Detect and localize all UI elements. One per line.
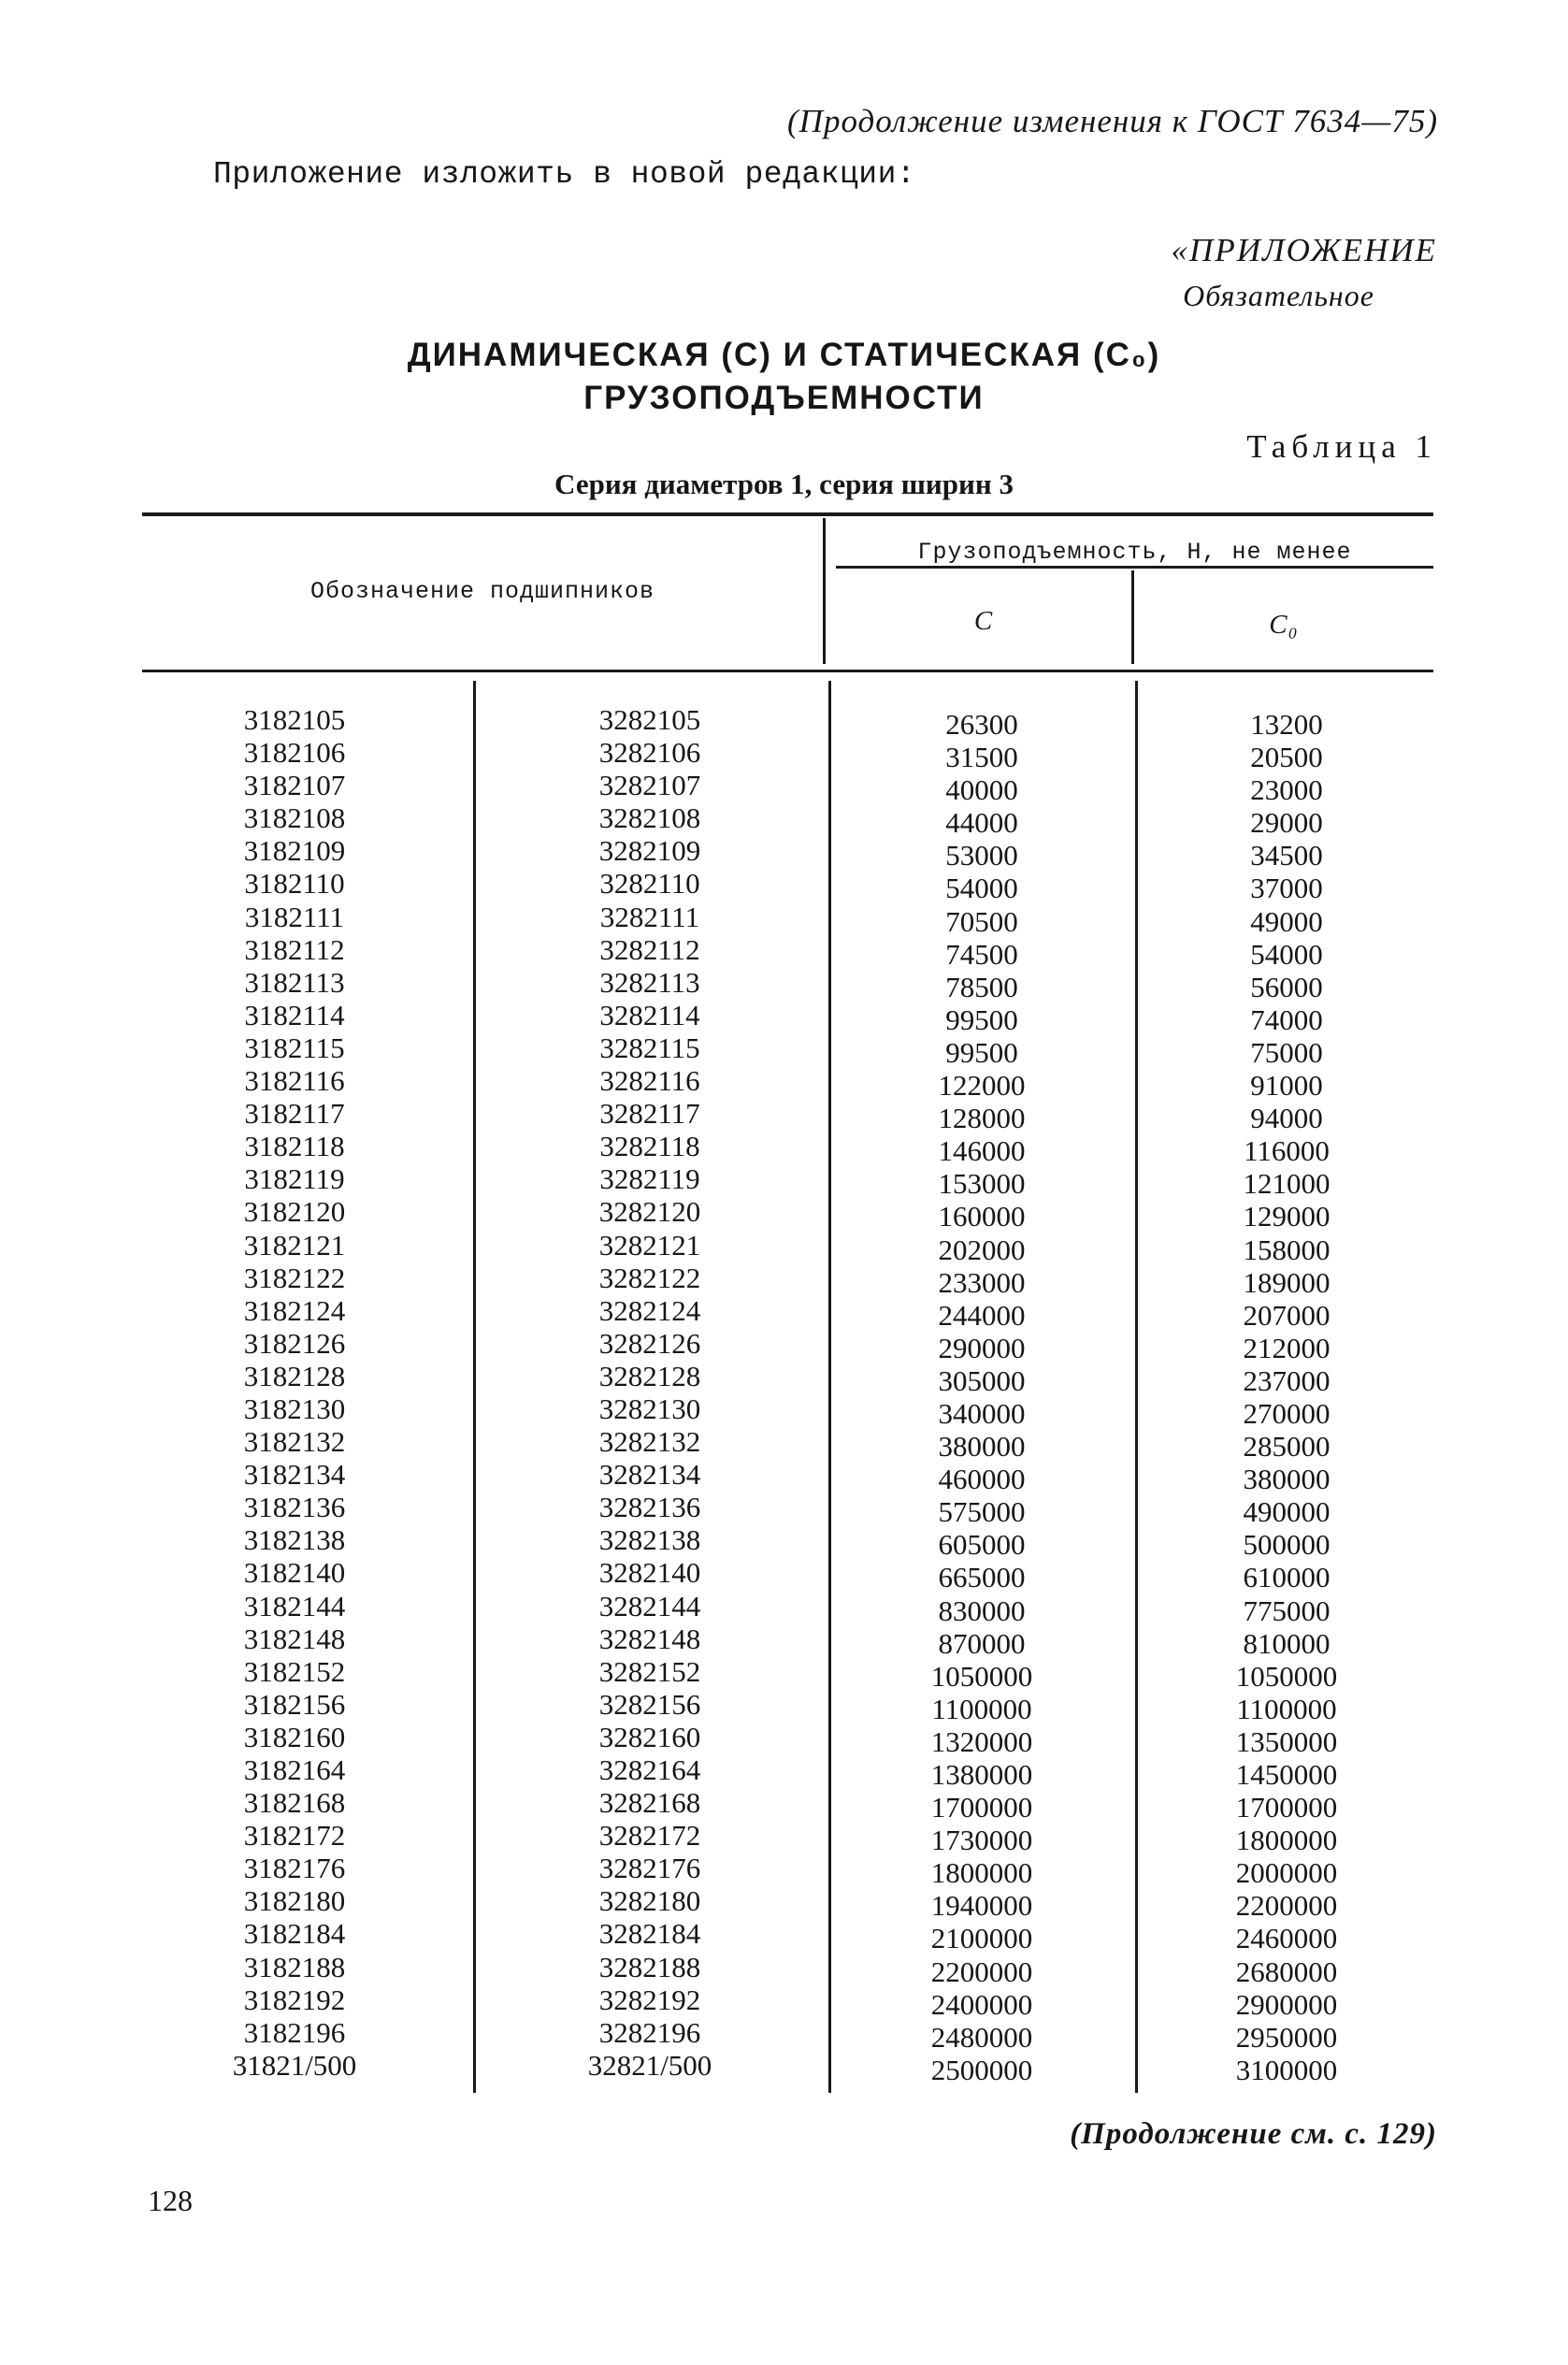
table-cell: 3182112: [244, 932, 345, 966]
table-cell: 2900000: [1235, 1987, 1338, 2021]
table-cell: 3282114: [599, 998, 700, 1031]
table-cell: 158000: [1243, 1233, 1331, 1266]
table-cell: 122000: [938, 1069, 1026, 1103]
table-cell: 290000: [938, 1331, 1026, 1364]
table-cell: 74500: [945, 937, 1018, 971]
table-cell: 3282156: [598, 1687, 701, 1721]
table-cell: 3282130: [598, 1392, 701, 1425]
table-cell: 575000: [938, 1495, 1026, 1529]
table-cell: 20500: [1250, 741, 1323, 774]
table-cell: 2500000: [930, 2053, 1033, 2086]
table-cell: 3100000: [1235, 2053, 1338, 2086]
table-cell: 3282111: [599, 900, 700, 933]
table-cell: 26300: [945, 708, 1018, 741]
table-cell: 3282164: [598, 1753, 701, 1786]
table-cell: 340000: [938, 1396, 1026, 1430]
table-cell: 3282108: [598, 801, 701, 835]
table-cell: 75000: [1250, 1035, 1323, 1069]
intro-text: Приложение изложить в новой редакции:: [213, 157, 916, 192]
table-cell: 3182106: [243, 736, 346, 770]
table-cell: 3282148: [598, 1622, 701, 1655]
table-cell: 3282196: [598, 2015, 701, 2049]
table-cell: 500000: [1243, 1528, 1331, 1562]
continuation-header: (Продолжение изменения к ГОСТ 7634—75): [787, 103, 1438, 139]
table-cell: 3182108: [243, 801, 346, 835]
column-designation-3282: [533, 703, 767, 2082]
table-cell: 870000: [938, 1626, 1026, 1660]
table-cell: 1800000: [930, 1856, 1033, 1890]
table-cell: 3282124: [598, 1293, 701, 1327]
table-cell: 31821/500: [232, 2048, 357, 2082]
table-cell: 1050000: [1235, 1659, 1338, 1693]
table-cell: 3182109: [243, 834, 346, 868]
table-cell: 3282128: [598, 1359, 701, 1392]
table-cell: 3182114: [244, 998, 345, 1031]
table-cell: 121000: [1243, 1167, 1331, 1201]
table-cell: 3182116: [244, 1064, 345, 1098]
table-cell: 3282176: [598, 1852, 701, 1885]
table-cell: 53000: [945, 839, 1018, 872]
header-c: C: [973, 606, 994, 636]
continuation-footer: (Продолжение см. с. 129): [1070, 2117, 1437, 2151]
table-cell: 3282134: [598, 1458, 701, 1492]
table-cell: 3182184: [243, 1917, 346, 1951]
table-cell: 380000: [1243, 1463, 1331, 1496]
table-cell: 160000: [938, 1200, 1026, 1233]
table-cell: 3182122: [243, 1261, 346, 1294]
table-cell: 3282188: [598, 1950, 701, 1983]
header-divider-main: [823, 518, 826, 664]
header-c0: C₀: [1269, 610, 1299, 640]
table-cell: 49000: [1250, 904, 1323, 938]
table-cell: 1730000: [930, 1824, 1033, 1857]
table-cell: 13200: [1250, 708, 1323, 741]
document-title-line-1: ДИНАМИЧЕСКАЯ (С) И СТАТИЧЕСКАЯ (С₀): [407, 337, 1161, 373]
table-cell: 665000: [938, 1561, 1026, 1594]
document-title-line-2: ГРУЗОПОДЪЕМНОСТИ: [583, 380, 985, 416]
table-cell: 3182148: [243, 1622, 346, 1655]
column-designation-3182: [178, 703, 411, 2082]
table-cell: 3282184: [598, 1917, 701, 1951]
header-split-rule: [836, 566, 1433, 569]
table-cell: 3182160: [243, 1720, 346, 1753]
table-cell: 3182117: [244, 1097, 345, 1131]
table-cell: 3182118: [244, 1130, 345, 1163]
table-cell: 3182128: [243, 1359, 346, 1392]
table-cell: 78500: [945, 970, 1018, 1003]
table-cell: 3282105: [598, 703, 701, 736]
table-cell: 1100000: [931, 1692, 1032, 1725]
table-cell: 1450000: [1235, 1758, 1338, 1791]
table-cell: 490000: [1243, 1495, 1331, 1529]
table-cell: 2200000: [1235, 1889, 1338, 1923]
body-divider-3: [1135, 681, 1138, 2093]
table-cell: 2480000: [930, 2020, 1033, 2054]
table-cell: 207000: [1243, 1298, 1331, 1332]
table-cell: 32821/500: [587, 2048, 712, 2082]
table-cell: 189000: [1243, 1265, 1331, 1299]
table-cell: 116000: [1244, 1134, 1330, 1168]
series-caption: Серия диаметров 1, серия ширин 3: [554, 468, 1014, 500]
table-cell: 3282122: [598, 1261, 701, 1294]
table-cell: 2950000: [1235, 2020, 1338, 2054]
table-cell: 56000: [1250, 970, 1323, 1003]
table-cell: 3182172: [243, 1819, 346, 1853]
table-cell: 3182152: [243, 1654, 346, 1688]
table-cell: 3182168: [243, 1786, 346, 1820]
table-cell: 153000: [938, 1167, 1026, 1201]
table-cell: 380000: [938, 1430, 1026, 1464]
table-cell: 3282118: [599, 1130, 700, 1163]
table-cell: 775000: [1243, 1593, 1331, 1627]
table-cell: 3182192: [243, 1983, 346, 2016]
table-cell: 31500: [945, 741, 1018, 774]
table-cell: 3182176: [243, 1852, 346, 1885]
table-cell: 3182188: [243, 1950, 346, 1983]
table-cell: 3282180: [598, 1884, 701, 1918]
body-divider-2: [828, 681, 831, 2093]
table-cell: 460000: [938, 1463, 1026, 1496]
table-cell: 1380000: [930, 1758, 1033, 1791]
table-cell: 29000: [1250, 806, 1323, 840]
table-cell: 2400000: [930, 1987, 1033, 2021]
table-cell: 610000: [1243, 1561, 1331, 1594]
table-cell: 91000: [1250, 1069, 1323, 1103]
table-cell: 3182120: [243, 1195, 346, 1229]
table-cell: 3282107: [598, 769, 701, 802]
table-cell: 1050000: [930, 1659, 1033, 1693]
table-cell: 3282116: [599, 1064, 700, 1098]
table-cell: 3182140: [243, 1556, 346, 1590]
table-cell: 3282119: [599, 1162, 700, 1196]
table-cell: 40000: [945, 773, 1018, 807]
table-cell: 3282115: [599, 1031, 700, 1064]
table-cell: 830000: [938, 1593, 1026, 1627]
table-cell: 810000: [1243, 1626, 1331, 1660]
table-cell: 244000: [938, 1298, 1026, 1332]
table-cell: 2000000: [1235, 1856, 1338, 1890]
table-cell: 3182144: [243, 1589, 346, 1622]
table-cell: 3282112: [599, 932, 700, 966]
table-cell: 3182111: [244, 900, 345, 933]
table-cell: 3282138: [598, 1523, 701, 1557]
table-cell: 3282152: [598, 1654, 701, 1688]
table-cell: 233000: [938, 1265, 1026, 1299]
table-cell: 3182119: [244, 1162, 345, 1196]
table-cell: 3282136: [598, 1491, 701, 1524]
table-cell: 202000: [938, 1233, 1026, 1266]
table-cell: 3182134: [243, 1458, 346, 1492]
table-cell: 3282117: [599, 1097, 700, 1131]
table-cell: 1350000: [1235, 1724, 1338, 1758]
table-cell: 99500: [945, 1035, 1018, 1069]
column-dynamic-capacity: [870, 708, 1094, 2086]
table-cell: 23000: [1250, 773, 1323, 807]
table-cell: 3282126: [598, 1326, 701, 1360]
table-label: Таблица 1: [1246, 428, 1437, 465]
header-bottom-rule: [142, 670, 1433, 672]
table-cell: 3182126: [243, 1326, 346, 1360]
table-cell: 37000: [1250, 872, 1323, 905]
table-cell: 3182130: [243, 1392, 346, 1425]
column-static-capacity: [1174, 708, 1399, 2086]
table-top-rule: [142, 512, 1433, 516]
table-cell: 34500: [1250, 839, 1323, 872]
table-cell: 54000: [1250, 937, 1323, 971]
table-cell: 129000: [1243, 1200, 1331, 1233]
table-cell: 1800000: [1235, 1824, 1338, 1857]
table-cell: 237000: [1243, 1363, 1331, 1397]
table-cell: 2460000: [1235, 1922, 1338, 1955]
table-cell: 3182196: [243, 2015, 346, 2049]
table-cell: 74000: [1250, 1002, 1323, 1036]
table-cell: 3182105: [243, 703, 346, 736]
table-cell: 1700000: [930, 1791, 1033, 1824]
table-cell: 3182113: [244, 965, 345, 999]
annex-title: «ПРИЛОЖЕНИЕ: [1171, 232, 1437, 268]
table-cell: 3282121: [598, 1228, 701, 1262]
table-cell: 3182138: [243, 1523, 346, 1557]
table-cell: 3182136: [243, 1491, 346, 1524]
table-cell: 54000: [945, 872, 1018, 905]
table-cell: 3182107: [243, 769, 346, 802]
table-cell: 3182124: [243, 1293, 346, 1327]
table-cell: 270000: [1243, 1396, 1331, 1430]
table-cell: 305000: [938, 1363, 1026, 1397]
table-cell: 3282140: [598, 1556, 701, 1590]
table-cell: 3182156: [243, 1687, 346, 1721]
table-cell: 2200000: [930, 1954, 1033, 1988]
table-cell: 3282120: [598, 1195, 701, 1229]
body-divider-1: [473, 681, 476, 2093]
table-cell: 94000: [1250, 1102, 1323, 1135]
table-cell: 3182164: [243, 1753, 346, 1786]
table-cell: 2680000: [1235, 1954, 1338, 1988]
table-cell: 285000: [1243, 1430, 1331, 1464]
table-cell: 3282192: [598, 1983, 701, 2016]
table-cell: 3182180: [243, 1884, 346, 1918]
table-cell: 3282109: [598, 834, 701, 868]
table-cell: 44000: [945, 806, 1018, 840]
table-cell: 99500: [945, 1002, 1018, 1036]
table-cell: 1940000: [930, 1889, 1033, 1923]
table-cell: 3282172: [598, 1819, 701, 1853]
table-cell: 3282168: [598, 1786, 701, 1820]
header-capacity: Грузоподъемность, Н, не менее: [917, 539, 1352, 566]
annex-subtitle: Обязательное: [1183, 279, 1374, 312]
table-cell: 3282106: [598, 736, 701, 770]
table-cell: 1700000: [1235, 1791, 1338, 1824]
table-cell: 2100000: [930, 1922, 1033, 1955]
table-cell: 146000: [938, 1134, 1026, 1168]
table-cell: 128000: [938, 1102, 1026, 1135]
table-cell: 3282144: [598, 1589, 701, 1622]
table-cell: 605000: [938, 1528, 1026, 1562]
header-designation: Обозначение подшипников: [309, 578, 655, 605]
table-cell: 70500: [945, 904, 1018, 938]
table-cell: 3182121: [243, 1228, 346, 1262]
table-cell: 1320000: [930, 1724, 1033, 1758]
table-cell: 3282113: [599, 965, 700, 999]
table-cell: 1100000: [1236, 1692, 1337, 1725]
table-cell: 3182132: [243, 1425, 346, 1459]
table-cell: 3182110: [244, 867, 345, 901]
page-number: 128: [148, 2184, 193, 2217]
table-cell: 212000: [1243, 1331, 1331, 1364]
table-cell: 3282132: [598, 1425, 701, 1459]
table-cell: 3182115: [244, 1031, 345, 1064]
table-cell: 3282110: [599, 867, 700, 901]
table-cell: 3282160: [598, 1720, 701, 1753]
